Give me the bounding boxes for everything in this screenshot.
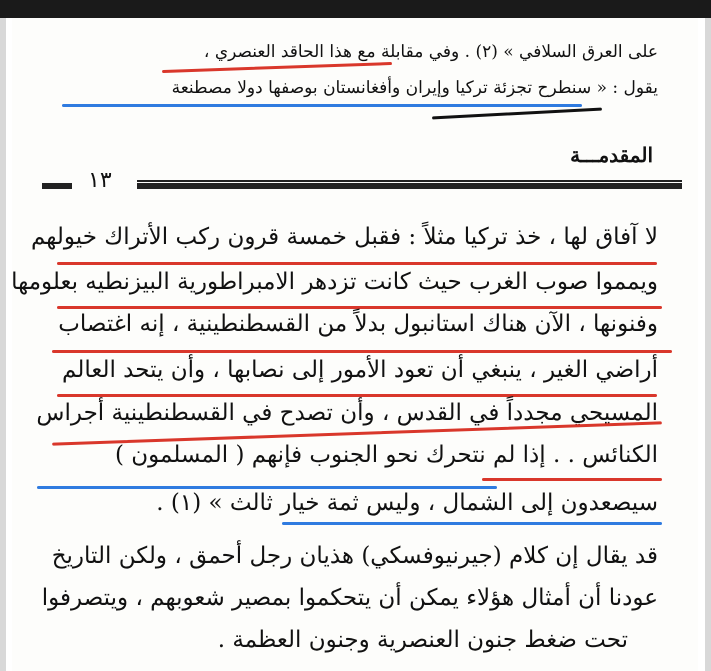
top-line-2: يقول : « سنطرح تجزئة تركيا وإيران وأفغانستان بوصفها دولا مصطنعة <box>171 78 658 98</box>
quote-line-6: الكنائس . . إذا لم نتحرك نحو الجنوب فإنهم ( المسلمون ) <box>115 442 658 468</box>
highlight-blue-6 <box>37 486 497 489</box>
rule-thin-right <box>137 180 682 182</box>
quote-line-7: سيصعدون إلى الشمال ، وليس ثمة خيار ثالث » (١) . <box>156 490 658 516</box>
highlight-blue-top <box>62 104 582 107</box>
quote-line-4: أراضي الغير ، ينبغي أن تعود الأمور إلى نصابها ، وأن يتحد العالم <box>62 357 658 383</box>
highlight-red-2 <box>57 306 662 309</box>
closing-line-2: عودنا أن أمثال هؤلاء يمكن أن يتحكموا بمصير شعوبهم ، ويتصرفوا <box>41 585 658 611</box>
section-title: المقدمـــة <box>570 143 653 167</box>
highlight-red-3 <box>52 350 672 353</box>
highlight-red-top <box>162 62 392 73</box>
highlight-red-6 <box>482 478 662 481</box>
closing-line-1: قد يقال إن كلام (جيرنيوفسكي) هذيان رجل أحمق ، ولكن التاريخ <box>51 543 658 569</box>
rule-thick-right <box>137 183 682 189</box>
header-rule <box>42 178 682 194</box>
quote-line-1: لا آفاق لها ، خذ تركيا مثلاً : فقبل خمسة قرون ركب الأتراك خيولهم <box>30 224 658 250</box>
highlight-red-4 <box>57 394 657 397</box>
right-frame-edge <box>705 0 711 671</box>
top-line-1: على العرق السلافي » (٢) . وفي مقابلة مع هذا الحاقد العنصري ، <box>203 42 658 62</box>
page-number: ١٣ <box>82 168 118 193</box>
left-frame-edge <box>0 0 6 671</box>
quote-line-5: المسيحي مجدداً في القدس ، وأن تصدح في القسطنطينية أجراس <box>36 400 658 426</box>
highlight-blue-7 <box>282 522 662 525</box>
quote-line-3: وفنونها ، الآن هناك استانبول بدلاً من القسطنطينية ، إنه اغتصاب <box>58 311 658 337</box>
quote-line-2: ويمموا صوب الغرب حيث كانت تزدهر الامبراطورية البيزنطيه بعلومها <box>11 269 658 295</box>
closing-line-3: تحت ضغط جنون العنصرية وجنون العظمة . <box>217 627 628 653</box>
highlight-red-1 <box>57 262 657 265</box>
rule-thick-left <box>42 183 72 189</box>
scanned-page <box>12 0 698 671</box>
top-dark-bar <box>0 0 711 18</box>
highlight-black-top <box>432 108 602 120</box>
